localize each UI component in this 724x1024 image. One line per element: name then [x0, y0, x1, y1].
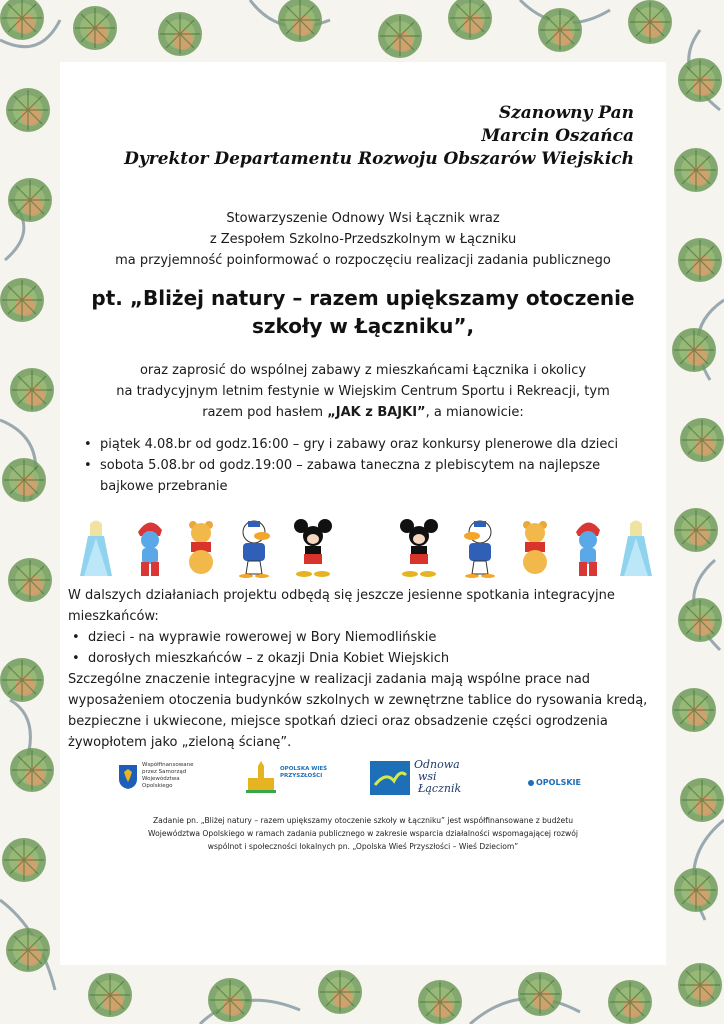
opole-coat-of-arms-icon	[118, 764, 138, 790]
followup-intro: W dalszych działaniach projektu odbędą się jeszcze jesienne spotkania integracyjne mieszkańców:	[68, 588, 615, 624]
odnowa-word-3: Łącznik	[418, 782, 462, 795]
odnowa-wordmark	[414, 759, 461, 795]
footnote-line-1: Zadanie pn. „Bliżej natury – razem upiększamy otoczenie szkoły w Łączniku” jest współfinansowane z budżetu	[152, 816, 574, 825]
opolska-wies-caption: OPOLSKA WIEŚ PRZYSZŁOŚCI	[280, 766, 328, 779]
followup-closing: Szczególne znaczenie integracyjne w realizacji zadania mają wspólne prace nad wyposażeniem otoczenia budynków szkolnych w zewnętrzne tablice do rysowania kredą, bezpieczne i ukwiecone, miejsce spotkań dzieci oraz obsadzenie części ogrodzenia żywopłotem jako „zieloną ścianę”.	[68, 672, 648, 750]
odnowa-wsi-logo	[370, 758, 502, 798]
mickey-mouse-icon	[290, 518, 336, 578]
odnowa-mark-icon	[370, 761, 410, 795]
festival-motto: „JAK z BAJKI”	[327, 405, 426, 420]
smurf-icon	[568, 518, 608, 578]
followup-section	[68, 585, 658, 753]
samorzad-caption: Współfinansowane przez Samorząd Województwa Opolskiego	[142, 762, 194, 789]
addressee-salutation: Szanowny Pan	[498, 103, 634, 123]
cartoon-characters-row	[78, 518, 654, 588]
elsa-icon	[618, 518, 654, 578]
intro-text	[60, 208, 666, 271]
intro-line-2: z Zespołem Szkolno-Przedszkolnym w Łączniku	[209, 232, 517, 247]
intro-line-1: Stowarzyszenie Odnowy Wsi Łącznik wraz	[226, 211, 500, 226]
opolskie-dot-icon	[528, 780, 534, 786]
addressee-block	[124, 102, 634, 171]
intro-line-3: ma przyjemność poinformować o rozpoczęciu realizacji zadania publicznego	[115, 253, 611, 268]
invitation-text	[60, 360, 666, 423]
elsa-icon	[78, 518, 114, 578]
odnowa-word-2: wsi	[418, 770, 437, 783]
donald-duck-icon	[458, 518, 502, 578]
meeting-list	[68, 627, 658, 669]
invite-line-3-end: , a mianowicie:	[425, 405, 524, 420]
footnote-line-2: Województwa Opolskiego w ramach zadania publicznego w zakresie wsparcia działalności wspomagającej rozwój	[148, 829, 578, 838]
cofinancing-footnote	[80, 814, 646, 853]
invite-line-3-start: razem pod hasłem	[202, 405, 328, 420]
donald-duck-icon	[232, 518, 276, 578]
project-title-line-2: szkoły w Łączniku”,	[251, 314, 475, 338]
odnowa-word-1: Odnowa	[414, 758, 460, 771]
addressee-position: Dyrektor Departamentu Rozwoju Obszarów Wiejskich	[124, 149, 634, 169]
project-title	[60, 284, 666, 340]
opolska-wies-logo	[246, 758, 336, 798]
opolskie-logo	[528, 772, 598, 788]
footnote-line-3: wspólnot i społeczności lokalnych pn. „Opolska Wieś Przyszłości – Wieś Dzieciom”	[207, 842, 519, 851]
samorzad-logo	[118, 758, 210, 798]
project-title-line-1: pt. „Bliżej natury – razem upiększamy otoczenie	[91, 286, 635, 310]
list-item: • piątek 4.08.br od godz.16:00 – gry i zabawy oraz konkursy plenerowe dla dzieci	[80, 434, 650, 455]
list-item: • dorosłych mieszkańców – z okazji Dnia Kobiet Wiejskich	[68, 648, 658, 669]
mickey-mouse-icon	[396, 518, 442, 578]
winnie-the-pooh-icon	[516, 518, 554, 578]
invite-line-1: oraz zaprosić do wspólnej zabawy z mieszkańcami Łącznika i okolicy	[139, 363, 587, 378]
list-item: • dzieci - na wyprawie rowerowej w Bory Niemodlińskie	[68, 627, 658, 648]
list-item: • sobota 5.08.br od godz.19:00 – zabawa taneczna z plebiscytem na najlepsze bajkowe przebranie	[80, 455, 650, 497]
addressee-name: Marcin Oszańca	[481, 126, 634, 146]
event-list	[80, 434, 650, 497]
winnie-the-pooh-icon	[182, 518, 220, 578]
invite-line-3	[60, 402, 666, 423]
village-church-icon	[246, 760, 276, 794]
sponsor-logos	[118, 758, 608, 804]
invite-line-2: na tradycyjnym letnim festynie w Wiejskim Centrum Sportu i Rekreacji, tym	[116, 384, 610, 399]
opolskie-wordmark: OPOLSKIE	[536, 778, 581, 787]
smurf-icon	[130, 518, 170, 578]
letter-sheet	[60, 62, 666, 965]
